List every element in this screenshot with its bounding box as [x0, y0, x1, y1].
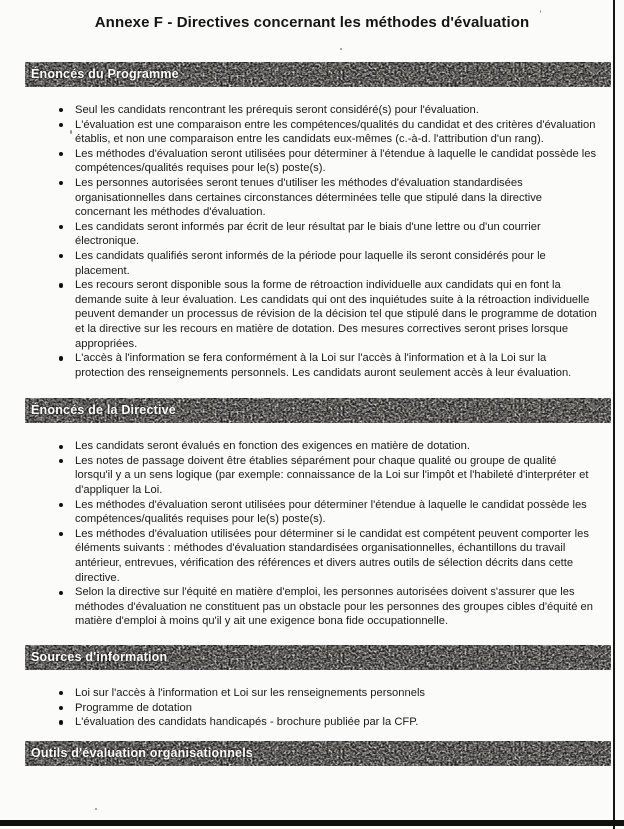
bullet-item: Les candidats seront évalués en fonction des exigences en matière de dotation.: [57, 439, 597, 454]
bullet-item: L'accès à l'information se fera conformément à la Loi sur l'accès à l'information et à la Loi sur la protection des renseignements personnels. Les candidats auront seulement accès à leur évaluation.: [57, 351, 597, 380]
bullet-item: Selon la directive sur l'équité en matière d'emploi, les personnes autorisées doivent s'assurer que les méthodes d'évaluation ne constituent pas un obstacle pour les personnes des groupes cibles d'équité en matière d'emploi à moins qu'il y ait une exigence bona fide occupationnelle.: [57, 585, 597, 629]
bullet-item: L'évaluation des candidats handicapés - brochure publiée par la CFP.: [57, 715, 597, 730]
bullet-item: L'évaluation est une comparaison entre les compétences/qualités du candidat et des critères d'évaluation établis, et non une comparaison entre les candidats eux-mêmes (c.-à-d. l'attribution d'un rang).: [57, 118, 597, 147]
bullet-item: Seul les candidats rencontrant les prérequis seront considéré(s) pour l'évaluation.: [57, 103, 597, 118]
section-heading-label: Sources d'information: [31, 650, 168, 664]
section-header-enonces-de-la-directive: [25, 398, 611, 423]
bullet-list-directive: [0, 423, 624, 629]
bullet-item: Loi sur l'accès à l'information et Loi sur les renseignements personnels: [57, 686, 597, 701]
bullet-item: Les méthodes d'évaluation utilisées pour déterminer si le candidat est compétent peuvent comporter les éléments suivants : méthodes d'évaluation standardisées organisationnelles, échantillons du travail antérieur, entrevues, vérification des références et divers autres outils de sélection décrits dans cette directive.: [57, 527, 597, 585]
scan-speck: [70, 130, 72, 134]
scan-speck: [340, 48, 342, 50]
bullet-item: Les candidats seront informés par écrit de leur résultat par le biais d'une lettre ou d'un courrier électronique.: [57, 220, 597, 249]
section-header-enonces-du-programme: [25, 62, 611, 87]
scan-speck: [95, 808, 97, 810]
scan-edge-right: [613, 0, 615, 829]
section-header-outils-d-evaluation: [25, 741, 611, 766]
scan-speck: [540, 10, 541, 13]
bullet-item: Les notes de passage doivent être établies séparément pour chaque qualité ou groupe de qualité lorsqu'il y a un sens logique (par exemple: connaissance de la Loi sur l'impôt et l'habileté d'interpréter et d'appliquer la Loi.: [57, 454, 597, 498]
scan-edge-bottom: [0, 820, 624, 826]
bullet-item: Les méthodes d'évaluation seront utilisées pour déterminer à l'étendue à laquelle le candidat possède les compétences/qualités requises pour le(s) poste(s).: [57, 147, 597, 176]
bullet-item: Les candidats qualifiés seront informés de la période pour laquelle ils seront considérés pour le placement.: [57, 249, 597, 278]
bullet-item: Les méthodes d'évaluation seront utilisées pour déterminer l'étendue à laquelle le candidat possède les compétences/qualités requises pour le(s) poste(s).: [57, 498, 597, 527]
bullet-item: Programme de dotation: [57, 701, 597, 716]
document-title: Annexe F - Directives concernant les méthodes d'évaluation: [94, 14, 530, 31]
bullet-list-programme: [0, 87, 624, 380]
bullet-item: Les personnes autorisées seront tenues d'utiliser les méthodes d'évaluation standardisées organisationnelles dans certaines circonstances déterminées telle que stipulé dans la directive concernant les méthodes d'évaluation.: [57, 176, 597, 220]
section-heading-label: Énoncés du Programme: [31, 67, 179, 81]
section-heading-label: Énoncés de la Directive: [31, 403, 176, 418]
bullet-list-sources: [0, 670, 624, 730]
section-header-sources-d-information: [25, 645, 611, 670]
section-heading-label: Outils d'évaluation organisationnels: [31, 745, 254, 760]
bullet-item: Les recours seront disponible sous la forme de rétroaction individuelle aux candidats qui en font la demande suite à leur évaluation. Les candidats qui ont des inquiétudes suite à la rétroaction individuelle peuvent demander un processus de révision de la décision tel que stipulé dans le programme de dotation et la directive sur les recours en matière de dotation. Des mesures correctives seront prises lorsque appropriées.: [57, 278, 597, 351]
